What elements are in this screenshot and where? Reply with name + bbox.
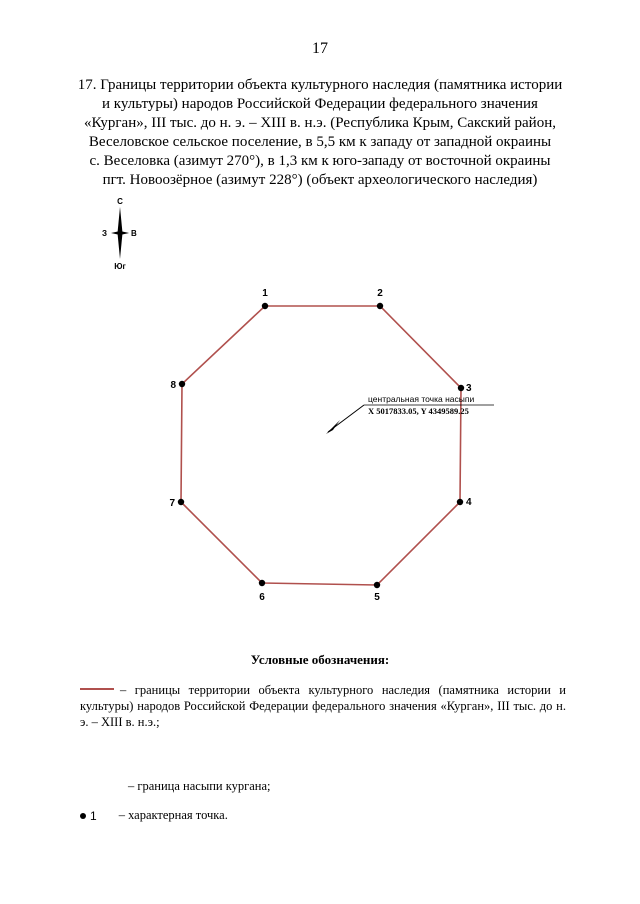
- boundary-point-marker: [374, 582, 380, 588]
- boundary-point-label: 8: [170, 380, 176, 391]
- title-line: «Курган», III тыс. до н. э. – XIII в. н.э. (Республика Крым, Сакский район,: [84, 115, 556, 131]
- boundary-polygon: [181, 306, 461, 585]
- page-number: 17: [312, 40, 328, 57]
- boundary-point-marker: [458, 385, 464, 391]
- compass-south-label: Юг: [114, 262, 126, 271]
- legend-point-entry: [80, 808, 228, 823]
- compass-east-label: В: [131, 229, 137, 238]
- legend-point-number: 1: [90, 808, 97, 823]
- boundary-point-marker: [377, 303, 383, 309]
- boundary-point-marker: [457, 499, 463, 505]
- legend-title: Условные обозначения:: [250, 652, 390, 667]
- title-line: Веселовское сельское поселение, в 5,5 км к западу от западной окраины: [88, 134, 552, 150]
- legend-boundary-line-icon: [80, 688, 114, 690]
- boundary-point-label: 1: [262, 288, 268, 299]
- boundary-point-label: 3: [466, 383, 472, 394]
- boundary-point-label: 5: [374, 592, 380, 603]
- center-label-line1: центральная точка насыпи: [368, 394, 475, 404]
- boundary-point-marker: [259, 580, 265, 586]
- legend-point-text: – характерная точка.: [118, 808, 228, 822]
- title-line: и культуры) народов Российской Федерации федерального значения: [102, 96, 538, 112]
- boundary-point-marker: [262, 303, 268, 309]
- center-arrow-icon: [326, 420, 340, 434]
- title-line: с. Веселовка (азимут 270°), в 1,3 км к юго-западу от восточной окраины: [89, 153, 551, 169]
- title-line: 17. Границы территории объекта культурного наследия (памятника истории: [77, 77, 563, 93]
- boundary-point-label: 2: [377, 288, 383, 299]
- compass-rose-icon: [98, 195, 142, 273]
- compass-north-label: С: [117, 197, 123, 206]
- boundary-point-label: 4: [466, 497, 472, 508]
- legend-boundary-text: – границы территории объекта культурного наследия (памятника истории и культуры) народов Российской Федерации федерального значения «Курган», III тыс. до н. э. – XIII в. н.э.;: [80, 683, 566, 729]
- legend-boundary-entry: [80, 682, 566, 730]
- legend-point-dot-icon: [80, 813, 86, 819]
- compass-west-label: З: [101, 229, 107, 238]
- boundary-point-label: 6: [259, 592, 265, 603]
- document-title: [70, 76, 570, 190]
- boundary-point-marker: [178, 499, 184, 505]
- center-label-line2: X 5017833.05, Y 4349589.25: [368, 406, 469, 416]
- title-line: пгт. Новоозёрное (азимут 228°) (объект археологического наследия): [102, 172, 538, 188]
- boundary-point-label: 7: [169, 498, 175, 509]
- legend-mound-entry: [128, 779, 271, 794]
- site-plan: [0, 280, 640, 610]
- legend-mound-text: – граница насыпи кургана;: [128, 779, 271, 793]
- boundary-point-marker: [179, 381, 185, 387]
